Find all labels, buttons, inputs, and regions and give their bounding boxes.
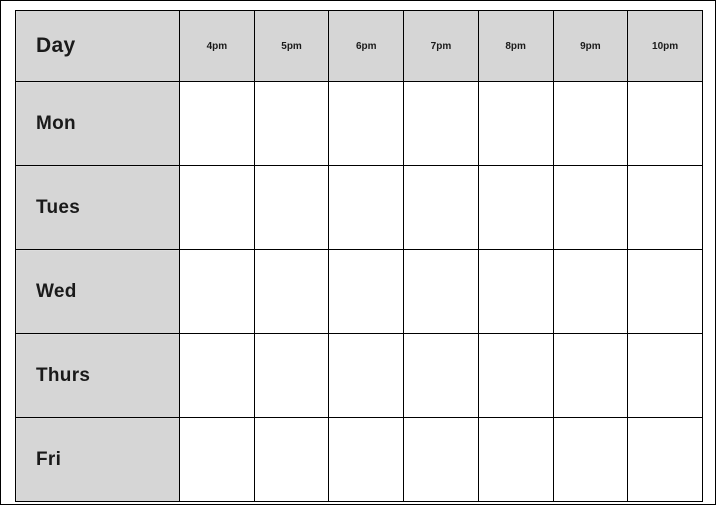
slot-fri-8pm[interactable] [478, 418, 553, 502]
weekly-schedule-table [15, 10, 703, 502]
header-row [16, 11, 703, 82]
hour-header-6pm: 6pm [329, 11, 404, 82]
slot-wed-8pm[interactable] [478, 250, 553, 334]
slot-mon-9pm[interactable] [553, 82, 628, 166]
slot-fri-9pm[interactable] [553, 418, 628, 502]
slot-thurs-9pm[interactable] [553, 334, 628, 418]
slot-wed-6pm[interactable] [329, 250, 404, 334]
slot-fri-4pm[interactable] [180, 418, 255, 502]
slot-thurs-8pm[interactable] [478, 334, 553, 418]
slot-wed-5pm[interactable] [254, 250, 329, 334]
slot-wed-7pm[interactable] [404, 250, 479, 334]
day-label-wed: Wed [16, 250, 180, 334]
day-column-header: Day [16, 11, 180, 82]
hour-header-5pm: 5pm [254, 11, 329, 82]
slot-mon-10pm[interactable] [628, 82, 703, 166]
slot-tues-6pm[interactable] [329, 166, 404, 250]
hour-header-8pm: 8pm [478, 11, 553, 82]
slot-wed-10pm[interactable] [628, 250, 703, 334]
slot-tues-4pm[interactable] [180, 166, 255, 250]
day-label-thurs: Thurs [16, 334, 180, 418]
slot-tues-5pm[interactable] [254, 166, 329, 250]
hour-header-7pm: 7pm [404, 11, 479, 82]
schedule-table-body [16, 82, 703, 502]
slot-tues-10pm[interactable] [628, 166, 703, 250]
hour-header-4pm: 4pm [180, 11, 255, 82]
slot-mon-5pm[interactable] [254, 82, 329, 166]
table-row [16, 82, 703, 166]
table-row [16, 166, 703, 250]
schedule-table-head [16, 11, 703, 82]
slot-tues-8pm[interactable] [478, 166, 553, 250]
slot-thurs-6pm[interactable] [329, 334, 404, 418]
table-row [16, 250, 703, 334]
table-row [16, 418, 703, 502]
slot-thurs-4pm[interactable] [180, 334, 255, 418]
slot-tues-9pm[interactable] [553, 166, 628, 250]
day-label-mon: Mon [16, 82, 180, 166]
day-label-fri: Fri [16, 418, 180, 502]
slot-thurs-5pm[interactable] [254, 334, 329, 418]
day-label-tues: Tues [16, 166, 180, 250]
slot-mon-7pm[interactable] [404, 82, 479, 166]
slot-wed-9pm[interactable] [553, 250, 628, 334]
slot-fri-7pm[interactable] [404, 418, 479, 502]
hour-header-9pm: 9pm [553, 11, 628, 82]
slot-mon-8pm[interactable] [478, 82, 553, 166]
slot-fri-6pm[interactable] [329, 418, 404, 502]
slot-wed-4pm[interactable] [180, 250, 255, 334]
slot-fri-10pm[interactable] [628, 418, 703, 502]
hour-header-10pm: 10pm [628, 11, 703, 82]
table-row [16, 334, 703, 418]
slot-thurs-7pm[interactable] [404, 334, 479, 418]
slot-fri-5pm[interactable] [254, 418, 329, 502]
slot-thurs-10pm[interactable] [628, 334, 703, 418]
slot-mon-4pm[interactable] [180, 82, 255, 166]
slot-tues-7pm[interactable] [404, 166, 479, 250]
slot-mon-6pm[interactable] [329, 82, 404, 166]
